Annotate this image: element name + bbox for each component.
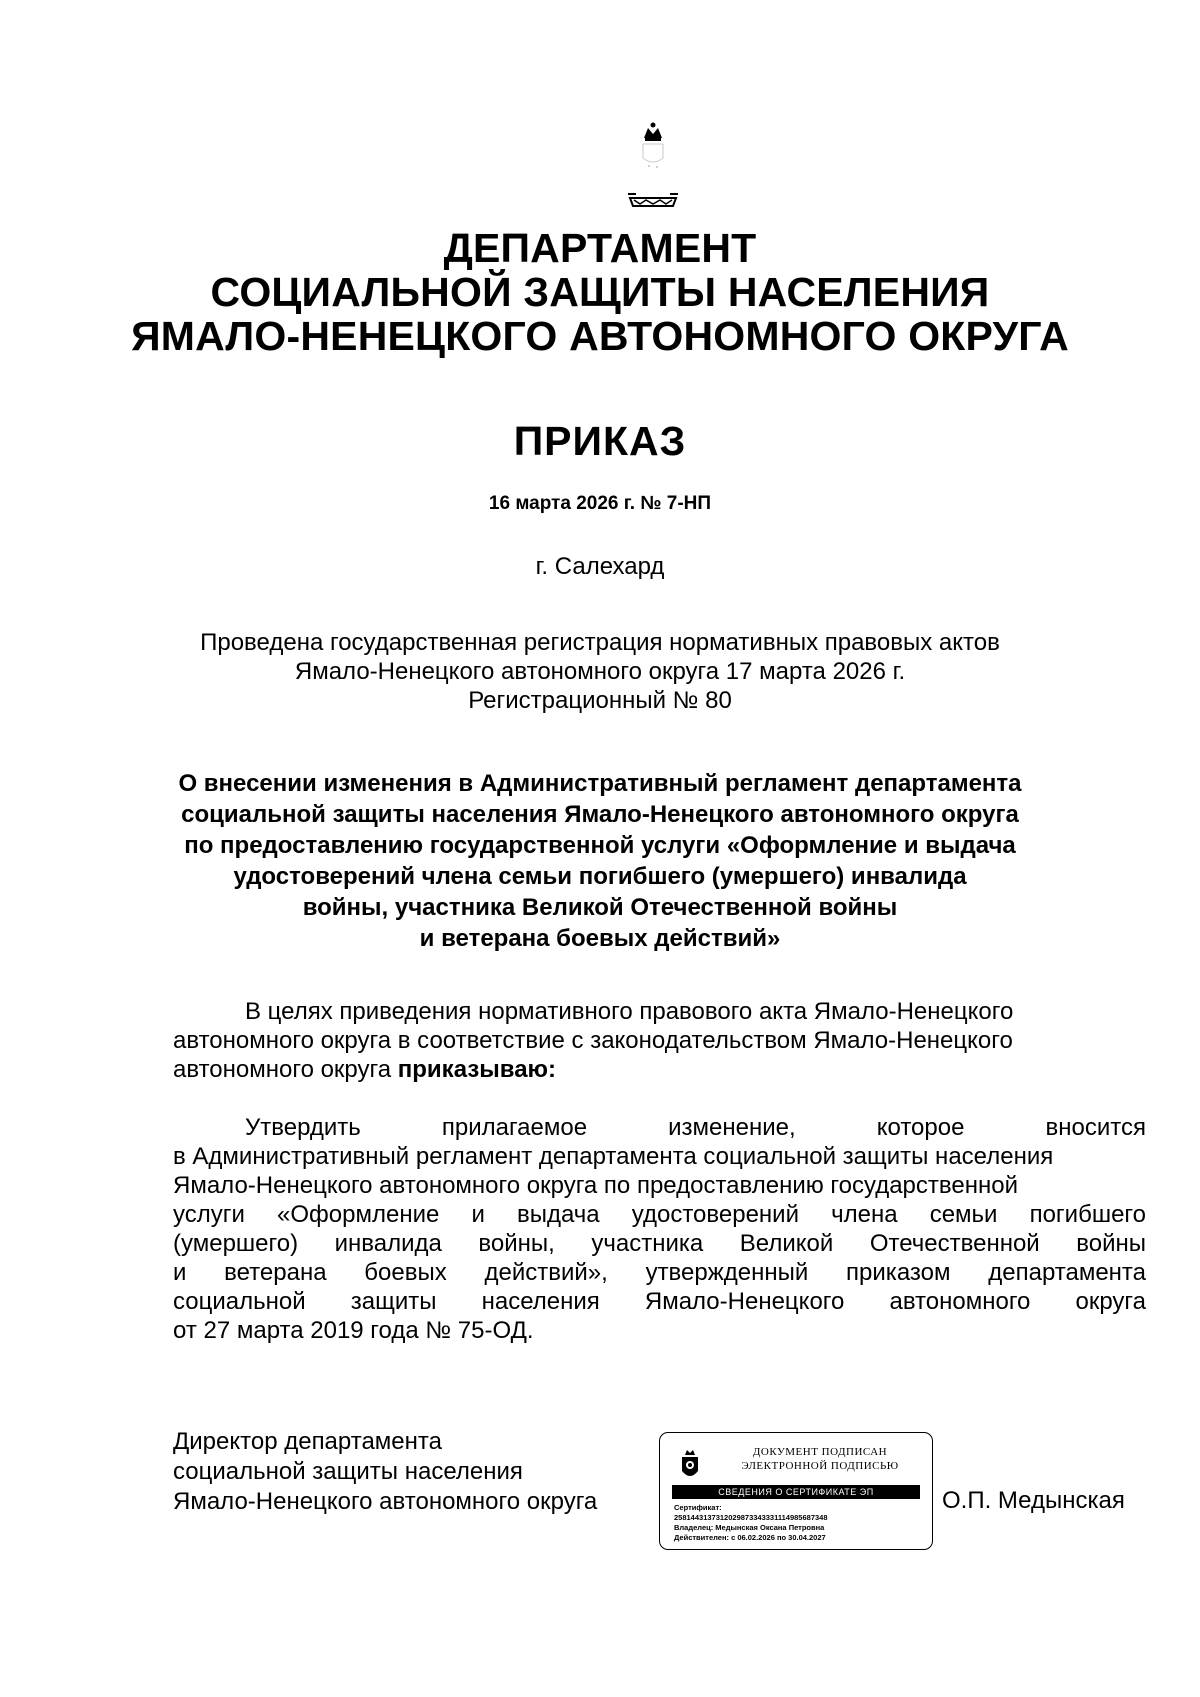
order-date-number: 16 марта 2026 г. № 7-НП (488, 493, 712, 514)
stamp-cert-label: Сертификат: (674, 1503, 722, 1512)
stamp-certificate-details (674, 1503, 828, 1543)
decision-line-1: Утвердить прилагаемое изменение, которое вносится (245, 1114, 1146, 1141)
signatory-position (173, 1427, 597, 1517)
signatory-position-line-3: Ямало-Ненецкого автономного округа (173, 1488, 598, 1515)
preamble-paragraph (173, 997, 1146, 1084)
subject-line-5: войны, участника Великой Отечественной войны (302, 894, 898, 921)
stamp-title-line-1: ДОКУМЕНТ ПОДПИСАН (752, 1446, 888, 1458)
decision-line-6: и ветерана боевых действий», утвержденный приказом департамента (173, 1259, 1146, 1286)
signatory-position-line-1: Директор департамента (173, 1428, 442, 1455)
preamble-line-3 (173, 1055, 1146, 1084)
registration-line-2: Ямало-Ненецкого автономного округа 17 марта 2026 г. (294, 658, 906, 685)
stamp-owner: Владелец: Медынская Оксана Петровна (674, 1523, 825, 1532)
order-title: ПРИКАЗ (513, 418, 687, 464)
stamp-title (720, 1445, 920, 1473)
subject-line-4: удостоверений члена семьи погибшего (умершего) инвалида (233, 863, 967, 890)
stamp-certificate-bar: СВЕДЕНИЯ О СЕРТИФИКАТЕ ЭП (672, 1485, 920, 1499)
registration-line-3: Регистрационный № 80 (468, 687, 732, 714)
decision-line-7: социальной защиты населения Ямало-Ненецкого автономного округа (173, 1288, 1146, 1315)
decision-line-8: от 27 марта 2019 года № 75-ОД. (173, 1317, 534, 1344)
registration-note (0, 628, 1200, 715)
stamp-title-line-2: ЭЛЕКТРОННОЙ ПОДПИСЬЮ (741, 1460, 899, 1472)
decision-line-5: (умершего) инвалида войны, участника Великой Отечественной войны (173, 1230, 1146, 1257)
preamble-line-1: В целях приведения нормативного правового акта Ямало-Ненецкого (245, 998, 1014, 1025)
registration-line-1: Проведена государственная регистрация нормативных правовых актов (200, 629, 1000, 656)
decision-line-2: в Административный регламент департамента социальной защиты населения (173, 1143, 1054, 1170)
electronic-signature-stamp (659, 1432, 933, 1550)
order-directive-bold: приказываю: (397, 1056, 557, 1083)
subject-line-2: социальной защиты населения Ямало-Ненецкого автономного округа (181, 801, 1019, 828)
decision-line-4: услуги «Оформление и выдача удостоверений члена семьи погибшего (173, 1201, 1146, 1228)
preamble-line-3-text: автономного округа (173, 1056, 398, 1083)
stamp-emblem-icon (677, 1449, 703, 1483)
stamp-validity: Действителен: с 06.02.2026 по 30.04.2027 (674, 1533, 826, 1542)
subject-line-6: и ветерана боевых действий» (419, 925, 781, 952)
coat-of-arms-icon (618, 120, 688, 220)
department-line-1: ДЕПАРТАМЕНТ (443, 225, 757, 271)
decision-paragraph (173, 1113, 1146, 1345)
preamble-line-2: автономного округа в соответствие с законодательством Ямало-Ненецкого (173, 1027, 1013, 1054)
subject-line-3: по предоставлению государственной услуги «Оформление и выдача (184, 832, 1016, 859)
order-city: г. Салехард (535, 553, 665, 580)
department-line-3: ЯМАЛО-НЕНЕЦКОГО АВТОНОМНОГО ОКРУГА (131, 313, 1069, 359)
department-line-2: СОЦИАЛЬНОЙ ЗАЩИТЫ НАСЕЛЕНИЯ (210, 269, 990, 315)
department-heading (0, 226, 1200, 358)
signatory-name: О.П. Медынская (942, 1487, 1125, 1514)
decision-line-3: Ямало-Ненецкого автономного округа по предоставлению государственной (173, 1172, 1018, 1199)
signatory-position-line-2: социальной защиты населения (173, 1458, 523, 1485)
subject-line-1: О внесении изменения в Административный регламент департамента (178, 770, 1022, 797)
order-subject (0, 768, 1200, 954)
stamp-cert-number: 2581443137312029873343331114985687348 (674, 1513, 828, 1522)
